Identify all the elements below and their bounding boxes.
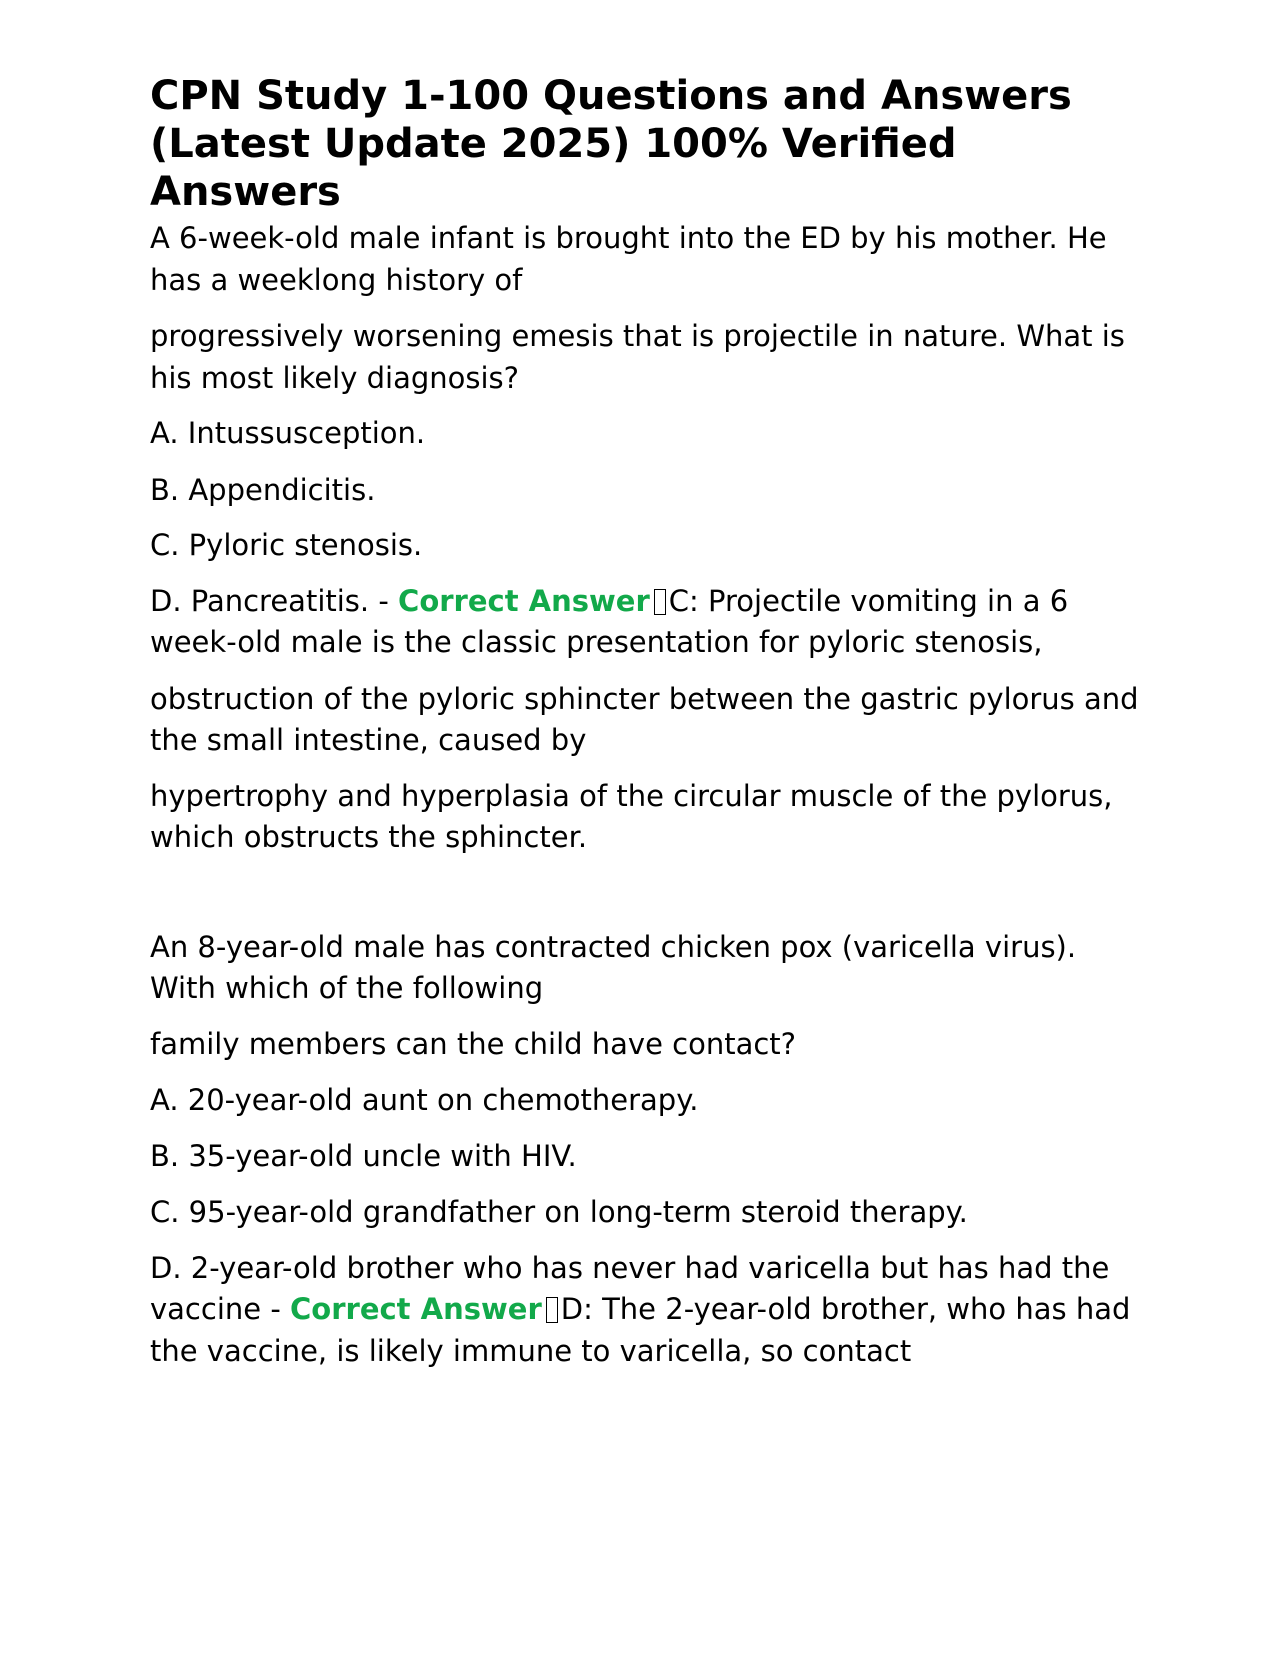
- q1-correct-answer-label: Correct Answer: [398, 583, 650, 618]
- q2-correct-answer-label: Correct Answer: [290, 1292, 542, 1326]
- q2-stem-part1: An 8-year-old male has contracted chicken pox (varicella virus). With which of the following: [150, 929, 1077, 1005]
- q1-stem-part2: progressively worsening emesis that is projectile in nature. What is his most likely diagnosis?: [150, 319, 1125, 395]
- missing-glyph-icon: [546, 1297, 558, 1323]
- q2-option-a: A. 20-year-old aunt on chemotherapy.: [150, 1083, 699, 1117]
- q1-explanation-part3: hypertrophy and hyperplasia of the circular muscle of the pylorus, which obstructs the sphincter.: [150, 778, 1113, 854]
- q2-option-d-answer: [150, 1248, 1140, 1373]
- q1-answer-text: C: Projectile vomiting in a 6 week-old male is the classic presentation for pyloric stenosis,: [150, 583, 1069, 659]
- q1-option-b: B. Appendicitis.: [150, 472, 376, 507]
- q1-stem-part1: A 6-week-old male infant is brought into the ED by his mother. He has a weeklong history of: [150, 221, 1107, 297]
- document-page: [150, 72, 1140, 1372]
- q2-option-b: B. 35-year-old uncle with HIV.: [150, 1138, 577, 1173]
- q2-stem-part2: family members can the child have contact?: [150, 1026, 797, 1061]
- q1-explanation-part2: obstruction of the pyloric sphincter between the gastric pylorus and the small intestine, caused by: [150, 681, 1139, 757]
- q1-option-d-answer: [150, 581, 1140, 664]
- q2-option-c: C. 95-year-old grandfather on long-term steroid therapy.: [150, 1195, 968, 1229]
- q2-option-d: D. 2-year-old brother who has never had varicella but has had the vaccine -: [150, 1250, 1110, 1326]
- q1-option-d: D. Pancreatitis. -: [150, 583, 399, 618]
- missing-glyph-icon: [654, 589, 666, 615]
- q1-option-c: C. Pyloric stenosis.: [150, 528, 423, 562]
- q1-option-a: A. Intussusception.: [150, 416, 426, 450]
- q2-answer-text: D: The 2-year-old brother, who has had the vaccine, is likely immune to varicella, so contact: [150, 1292, 1131, 1368]
- document-title: CPN Study 1-100 Questions and Answers (Latest Update 2025) 100% Verified Answers: [150, 73, 1072, 215]
